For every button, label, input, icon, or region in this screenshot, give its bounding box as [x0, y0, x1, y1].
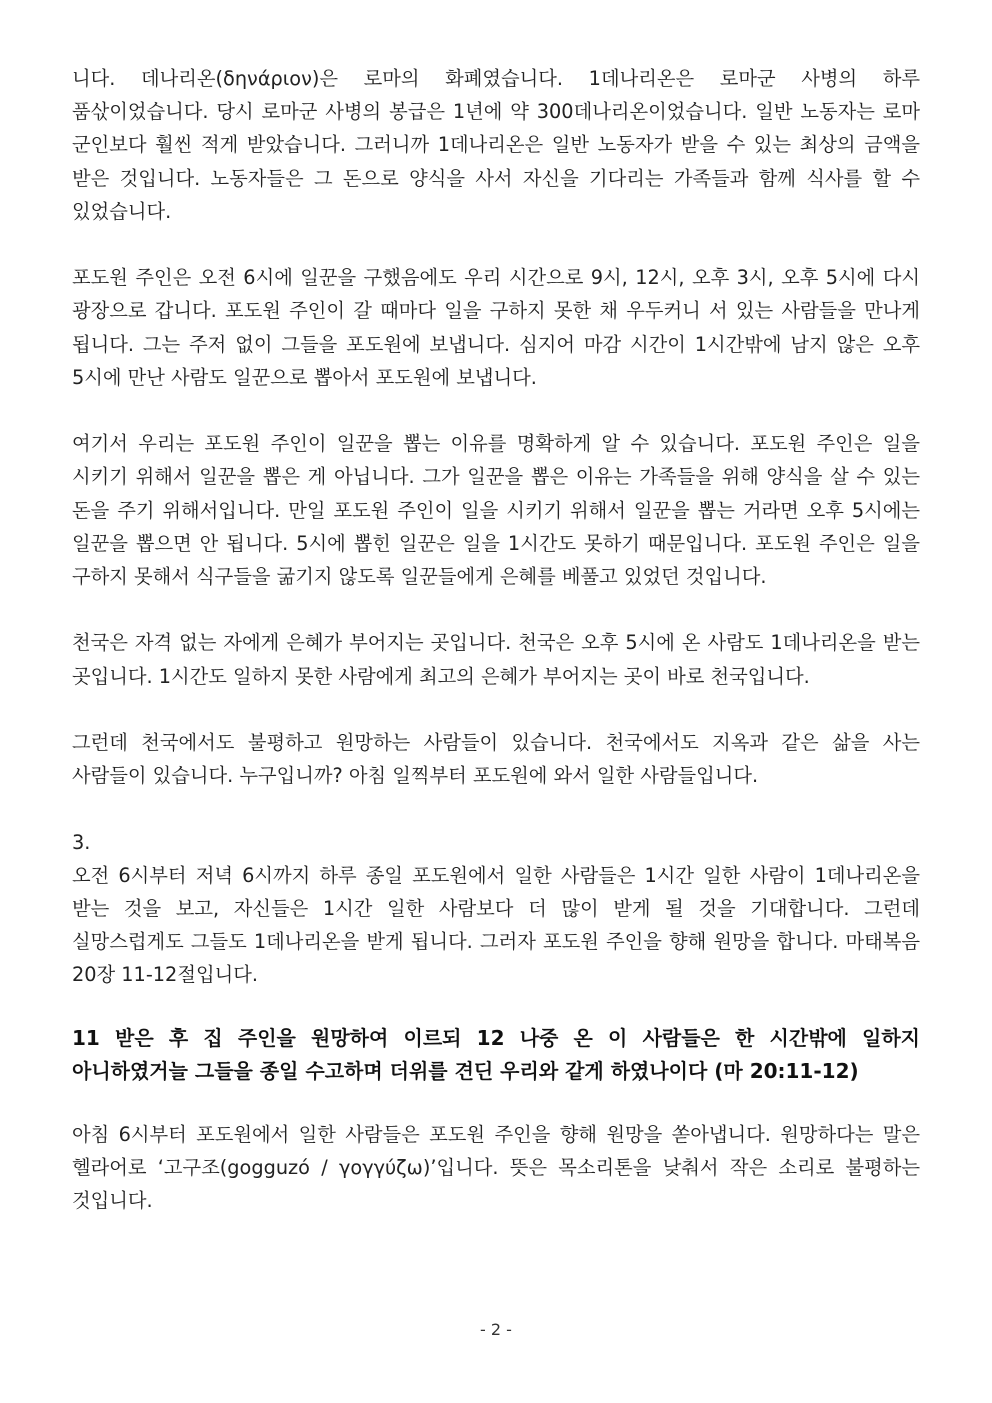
- paragraph-kingdom-of-heaven: 천국은 자격 없는 자에게 은혜가 부어지는 곳입니다. 천국은 오후 5시에 온 사람도 1데나리온을 받는 곳입니다. 1시간도 일하지 못한 사람에게 최고의 은혜가 부어지는 곳이 바로 천국입니다.: [72, 631, 920, 688]
- paragraph-section-3: 오전 6시부터 저녁 6시까지 하루 종일 포도원에서 일한 사람들은 1시간 일한 사람이 1데나리온을 받는 것을 보고, 자신들은 1시간 일한 사람보다 더 많이 받게 될 것을 기대합니다. 그런데 실망스럽게도 그들도 1데나리온을 받게 됩니다. 그러자 포도원 주인을 향해 원망을 합니다. 마태복음 20장 11-12절입니다.: [72, 863, 920, 987]
- paragraph-vineyard-owner-hiring: 포도원 주인은 오전 6시에 일꾼을 구했음에도 우리 시간으로 9시, 12시, 오후 3시, 오후 5시에 다시 광장으로 갑니다. 포도원 주인이 갈 때마다 일을 구하지 못한 채 우두커니 서 있는 사람들을 만나게 됩니다. 그는 주저 없이 그들을 포도원에 보냅니다. 심지어 마감 시간이 1시간밖에 남지 않은 오후 5시에 만난 사람도 일꾼으로 뽑아서 포도원에 보냅니다.: [72, 266, 920, 389]
- document-page: [72, 62, 920, 1251]
- paragraph-complainers: 그런데 천국에서도 불평하고 원망하는 사람들이 있습니다. 천국에서도 지옥과 같은 삶을 사는 사람들이 있습니다. 누구입니까? 아침 일찍부터 포도원에 와서 일한 사람들입니다.: [72, 731, 920, 788]
- section-number: 3.: [72, 830, 91, 854]
- page-number: - 2 -: [480, 1320, 512, 1339]
- paragraph-reason-for-hiring: 여기서 우리는 포도원 주인이 일꾼을 뽑는 이유를 명확하게 알 수 있습니다. 포도원 주인은 일을 시키기 위해서 일꾼을 뽑은 게 아닙니다. 그가 일꾼을 뽑은 이유는 가족들을 위해 양식을 살 수 있는 돈을 주기 위해서입니다. 만일 포도원 주인이 일을 시키기 위해서 일꾼을 뽑는 거라면 오후 5시에는 일꾼을 뽑으면 안 됩니다. 5시에 뽑힌 일꾼은 일을 1시간도 못하기 때문입니다. 포도원 주인은 일을 구하지 못해서 식구들을 굶기지 않도록 일꾼들에게 은혜를 베풀고 있었던 것입니다.: [72, 432, 920, 589]
- paragraph-grumbling-meaning: 아침 6시부터 포도원에서 일한 사람들은 포도원 주인을 향해 원망을 쏟아냅니다. 원망하다는 말은 헬라어로 ‘고구조(gogguzó / γογγύζω)’입니다. 뜻은 목소리톤을 낮춰서 작은 소리로 불평하는 것입니다.: [72, 1123, 920, 1213]
- paragraph-denarius: 니다. 데나리온(δηνάριον)은 로마의 화폐였습니다. 1데나리온은 로마군 사병의 하루 품삯이었습니다. 당시 로마군 사병의 봉급은 1년에 약 300데나리온이었습니다. 일반 노동자는 로마 군인보다 훨씬 적게 받았습니다. 그러니까 1데나리온은 일반 노동자가 받을 수 있는 최상의 금액을 받은 것입니다. 노동자들은 그 돈으로 양식을 사서 자신을 기다리는 가족들과 함께 식사를 할 수 있었습니다.: [72, 67, 920, 223]
- scripture-quote: 11 받은 후 집 주인을 원망하여 이르되 12 나중 온 이 사람들은 한 시간밖에 일하지 아니하였거늘 그들을 종일 수고하며 더위를 견딘 우리와 같게 하였나이다 (마 20:11-12): [72, 1025, 920, 1083]
